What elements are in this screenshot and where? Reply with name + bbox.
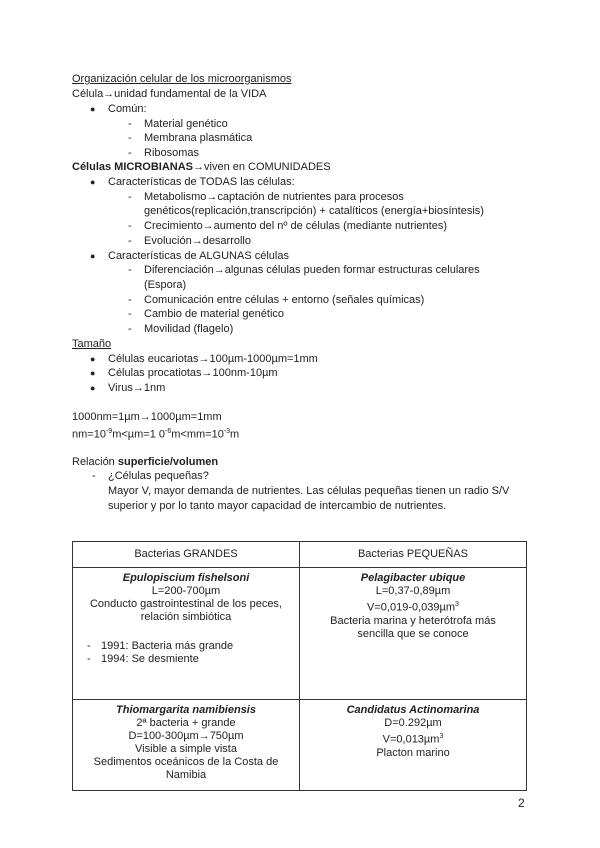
species-volume (308, 598, 518, 615)
some-cells-item: - Diferenciación→algunas células pueden formar estructuras celulares (144, 263, 480, 277)
volume-exp: 3 (439, 733, 444, 740)
species-desc: Sedimentos oceánicos de la Costa de (93, 756, 279, 768)
species-desc: Namibia (165, 769, 207, 781)
eq-part: m (230, 428, 240, 441)
all-cells-item-cont: genéticos(replicación,transcripción) + catalíticos (energía+biosíntesis) (144, 205, 484, 217)
common-label: ● Común: (108, 102, 147, 116)
microbianas-rest: →viven en COMUNIDADES (193, 161, 331, 173)
common-item: - Ribosomas (144, 146, 199, 160)
some-cells-item: - Comunicación entre células + entorno (señales químicas) (144, 293, 424, 307)
cell-definition: Célula→unidad fundamental de la VIDA (72, 88, 267, 100)
species-note: - 1991: Bacteria más grande (81, 640, 291, 653)
all-cells-item: - Metabolismo→captación de nutrientes para procesos (144, 190, 404, 204)
relation-title-plain: Relación (72, 456, 118, 468)
eq-part: m<mm=10 (171, 428, 224, 441)
volume-exp: 3 (455, 601, 459, 608)
cell-epulopiscium (73, 568, 300, 700)
cell-actinomarina (300, 700, 527, 791)
species-desc: 2ª bacteria + grande (136, 717, 236, 729)
table-row (73, 568, 527, 700)
header-small-bacteria: Bacterias PEQUEÑAS (300, 542, 527, 568)
size-item: ● Virus→1nm (108, 381, 165, 395)
header-large-bacteria: Bacterias GRANDES (73, 542, 300, 568)
volume-value: V=0,019-0,039µm (367, 601, 456, 614)
unit-equation-1: 1000nm=1µm→1000µm=1mm (72, 411, 222, 423)
section-title-organizacion: Organización celular de los microorganismos (72, 73, 292, 85)
species-size: L=200-700µm (151, 585, 221, 597)
species-desc: Placton marino (376, 746, 450, 759)
species-name: Candidatus Actinomarina (346, 704, 480, 716)
cell-pelagibacter (300, 568, 527, 700)
eq-exp: -9 (105, 428, 113, 435)
size-item: ● Células procatiotas→100nm-10µm (108, 366, 278, 380)
all-cells-item: - Evolución→desarrollo (144, 234, 251, 248)
species-size: D=0.292µm (384, 717, 442, 729)
species-size: L=0,37-0,89µm (375, 585, 451, 597)
page-number: 2 (518, 796, 525, 810)
relation-question: - ¿Células pequeñas? (108, 469, 209, 483)
unit-equation-2 (72, 425, 239, 442)
size-item: ● Células eucariotas→100µm-1000µm=1mm (108, 352, 318, 366)
table-row (73, 700, 527, 791)
species-name: Thiomargarita namibiensis (116, 704, 256, 716)
species-note: - 1994: Se desmiente (81, 653, 291, 666)
all-cells-item: - Crecimiento→aumento del nº de células (mediante nutrientes) (144, 219, 447, 233)
species-name: Epulopiscium fishelsoni (122, 572, 250, 584)
species-size: D=100-300µm→750µm (128, 730, 244, 742)
some-cells-item: - Cambio de material genético (144, 307, 284, 321)
volume-value: V=0,013µm (382, 733, 440, 746)
section-title-relacion (72, 455, 218, 469)
table-header-row (73, 542, 527, 568)
some-cells-label: ● Características de ALGUNAS células (108, 249, 289, 263)
section-title-microbianas (72, 160, 331, 174)
eq-part: m<µm=1 0 (112, 428, 165, 441)
species-desc: sencilla que se conoce (357, 627, 469, 640)
section-title-tamano: Tamaño (72, 338, 112, 350)
bacteria-size-table (72, 541, 527, 791)
relation-answer-line2: superior y por lo tanto mayor capacidad de intercambio de nutrientes. (108, 500, 447, 512)
species-desc: Visible a simple vista (135, 743, 237, 755)
species-volume (308, 730, 518, 747)
species-desc: Bacteria marina y heterótrofa más (330, 614, 496, 627)
cell-thiomargarita (73, 700, 300, 791)
species-desc: relación simbiótica (140, 611, 232, 623)
eq-exp: -6 (165, 428, 172, 435)
common-item: - Material genético (144, 117, 228, 131)
eq-part: nm=10 (72, 428, 106, 441)
eq-exp: -3 (223, 428, 231, 435)
relation-answer-line1: Mayor V, mayor demanda de nutrientes. Las células pequeñas tienen un radio S/V (108, 485, 510, 497)
species-desc: Conducto gastrointestinal de los peces, (89, 598, 282, 610)
common-item: - Membrana plasmática (144, 131, 252, 145)
species-name: Pelagibacter ubique (360, 572, 466, 584)
microbianas-bold: Células MICROBIANAS (72, 161, 194, 173)
some-cells-item-cont: (Espora) (144, 279, 187, 291)
all-cells-label: ● Características de TODAS las células: (108, 175, 295, 189)
some-cells-item: - Movilidad (flagelo) (144, 322, 233, 336)
relation-title-bold: superficie/volumen (117, 456, 219, 468)
